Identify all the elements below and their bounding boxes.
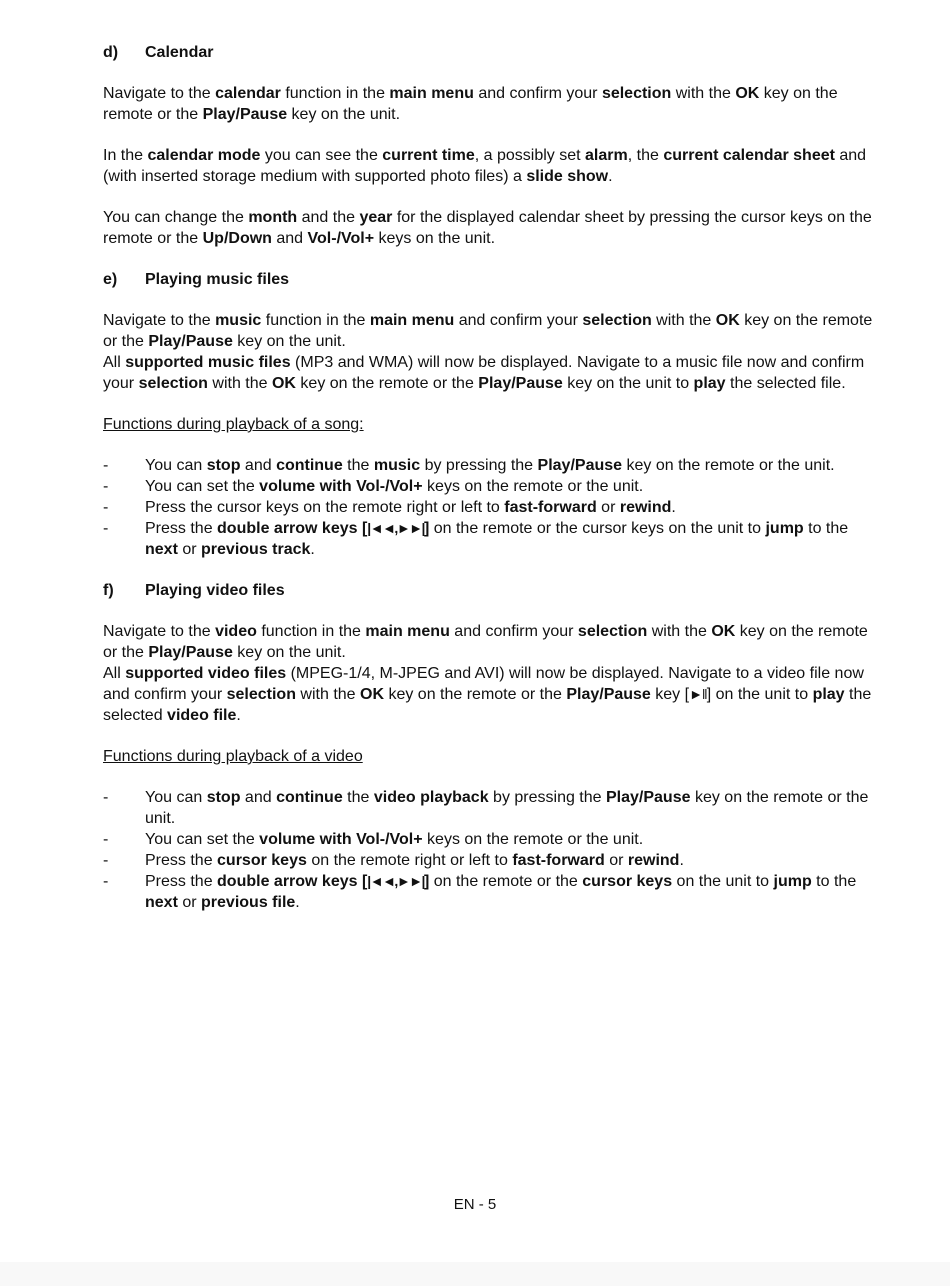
section-title: Playing video files [145, 582, 285, 599]
video-functions-list [103, 787, 874, 913]
list-item [103, 497, 874, 518]
dash-bullet: - [103, 831, 109, 848]
list-item-text: You can stop and continue the music by pressing the Play/Pause key on the remote or the unit. [145, 457, 835, 474]
page-number: EN - 5 [453, 1196, 497, 1213]
list-item-text: Press the double arrow keys [|◄◄,►►|] on the remote or the cursor keys on the unit to jump to the next or previous track. [145, 520, 849, 558]
functions-playback-song-heading: Functions during playback of a song: [103, 416, 364, 433]
dash-bullet: - [103, 852, 109, 869]
paragraph: In the calendar mode you can see the current time, a possibly set alarm, the current calendar sheet and (with inserted storage medium with supported photo files) a slide show. [103, 147, 867, 185]
section-letter: d) [103, 44, 119, 61]
dash-bullet: - [103, 457, 109, 474]
skip-back-skip-forward-keys-glyph: |◄◄,►►| [367, 520, 424, 536]
list-item [103, 787, 874, 829]
song-functions-list [103, 455, 874, 560]
list-item-text: Press the cursor keys on the remote right or left to fast-forward or rewind. [145, 499, 676, 516]
dash-bullet: - [103, 873, 109, 890]
list-item-text: You can stop and continue the video playback by pressing the Play/Pause key on the remote or the unit. [145, 789, 869, 827]
list-item [103, 455, 874, 476]
list-item [103, 518, 874, 560]
section-title: Playing music files [145, 271, 290, 288]
section-letter: f) [103, 582, 114, 599]
list-item-text: You can set the volume with Vol-/Vol+ keys on the remote or the unit. [145, 478, 644, 495]
skip-back-skip-forward-keys-glyph: |◄◄,►►| [367, 873, 424, 889]
dash-bullet: - [103, 499, 109, 516]
scan-edge-strip [0, 1262, 950, 1286]
section-playing-music-files [103, 269, 874, 560]
list-item [103, 871, 874, 913]
list-item [103, 850, 874, 871]
section-letter: e) [103, 271, 118, 288]
list-item-text: You can set the volume with Vol-/Vol+ keys on the remote or the unit. [145, 831, 644, 848]
section-heading-calendar [103, 42, 874, 63]
list-item [103, 829, 874, 850]
functions-playback-video-heading: Functions during playback of a video [103, 748, 363, 765]
section-heading-video [103, 580, 874, 601]
dash-bullet: - [103, 520, 109, 537]
section-calendar [103, 42, 874, 249]
list-item-text: Press the double arrow keys [|◄◄,►►|] on the remote or the cursor keys on the unit to jump to the next or previous file. [145, 873, 857, 911]
paragraph: Navigate to the music function in the main menu and confirm your selection with the OK key on the remote or the Play/Pause key on the unit. All supported music files (MP3 and WMA) will now be displayed. Navigate to a music file now and confirm your selection with the OK key on the remote or the Play/Pause key on the unit to play the selected file. [103, 312, 873, 392]
list-item-text: Press the cursor keys on the remote right or left to fast-forward or rewind. [145, 852, 684, 869]
paragraph: You can change the month and the year for the displayed calendar sheet by pressing the cursor keys on the remote or the Up/Down and Vol-/Vol+ keys on the unit. [103, 209, 872, 247]
play-pause-key-glyph: ►‖ [689, 686, 707, 702]
paragraph: Navigate to the calendar function in the main menu and confirm your selection with the OK key on the remote or the Play/Pause key on the unit. [103, 85, 838, 123]
section-playing-video-files [103, 580, 874, 913]
dash-bullet: - [103, 478, 109, 495]
section-title: Calendar [145, 44, 214, 61]
dash-bullet: - [103, 789, 109, 806]
paragraph: Navigate to the video function in the main menu and confirm your selection with the OK key on the remote or the Play/Pause key on the unit. All supported video files (MPEG-1/4, M-JPEG and AVI) will now be displayed. Navigate to a video file now and confirm your selection with the OK key on the remote or the Play/Pause key [►‖] on the unit to play the selected video file. [103, 623, 872, 724]
list-item [103, 476, 874, 497]
section-heading-music [103, 269, 874, 290]
